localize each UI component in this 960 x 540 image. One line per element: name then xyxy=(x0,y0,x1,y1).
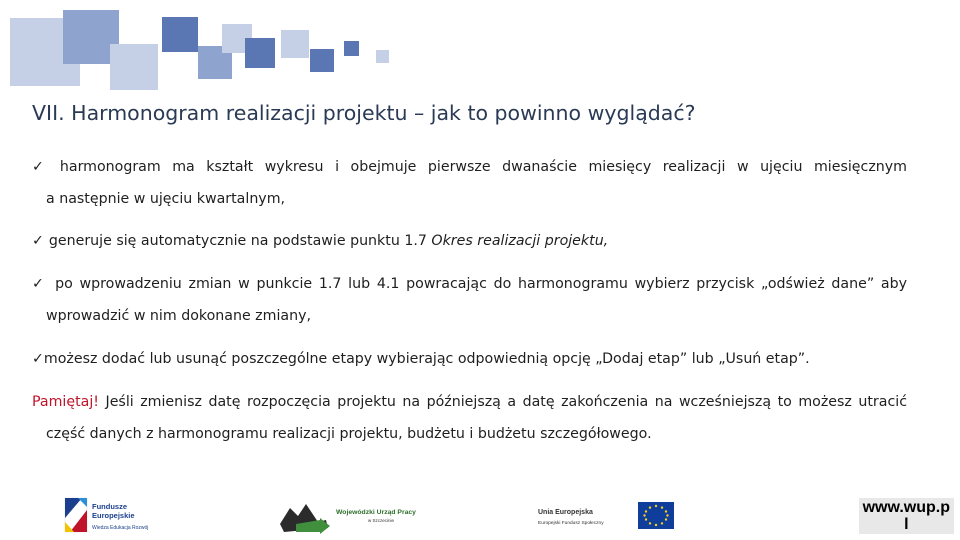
fe-logo-line2: Europejskie xyxy=(92,511,135,520)
website-url[interactable] xyxy=(859,498,954,534)
decor-square xyxy=(281,30,309,58)
bullet-item xyxy=(32,268,907,332)
footer-logos xyxy=(0,492,960,540)
wup-logo-line1: Wojewódzki Urząd Pracy xyxy=(336,509,416,516)
bullet-text-italic: Okres realizacji projektu, xyxy=(431,233,609,249)
warning-note xyxy=(32,386,907,450)
website-url-text: www.wup.p xyxy=(862,499,950,516)
decor-square xyxy=(344,41,359,56)
slide-title: VII. Harmonogram realizacji projektu – jak to powinno wyglądać? xyxy=(32,101,696,125)
decor-square xyxy=(162,17,198,52)
fundusze-europejskie-logo xyxy=(64,494,184,538)
bullet-text: możesz dodać lub usunąć poszczególne etapy wybierając odpowiednią opcję „Dodaj etap” lub „Usuń etap”. xyxy=(43,351,810,367)
bullet-text: harmonogram ma kształt wykresu i obejmuje pierwsze dwanaście miesięcy realizacji w ujęciu miesięcznym xyxy=(59,159,907,175)
warning-text-continued: część danych z harmonogramu realizacji projektu, budżetu i budżetu szczegółowego. xyxy=(46,426,652,442)
bullet-item xyxy=(32,343,907,375)
bullet-text-continued: wprowadzić w nim dokonane zmiany, xyxy=(46,308,311,324)
fe-logo-line1: Fundusze xyxy=(92,502,127,511)
bullet-text: generuje się automatycznie na podstawie punktu 1.7 xyxy=(48,233,432,249)
warning-label: Pamiętaj! xyxy=(32,394,99,410)
warning-text: Jeśli zmienisz datę rozpoczęcia projektu na późniejszą a datę zakończenia na wcześniejszą to możesz utracić xyxy=(99,394,907,410)
decor-square xyxy=(110,44,158,90)
wup-logo-line2: w Szczecinie xyxy=(368,518,395,523)
eu-flag-logo xyxy=(530,494,680,538)
wup-logo xyxy=(276,494,436,538)
fe-logo-line3: Wiedza Edukacja Rozwój xyxy=(92,525,149,531)
eu-logo-line1: Unia Europejska xyxy=(538,509,593,516)
bullet-text: po wprowadzeniu zmian w punkcie 1.7 lub 4.1 powracając do harmonogramu wybierz przycisk „odśwież dane” aby xyxy=(55,276,907,292)
decor-square xyxy=(245,38,275,68)
eu-logo-line2: Europejski Fundusz Społeczny xyxy=(538,521,604,526)
bullet-text-continued: a następnie w ujęciu kwartalnym, xyxy=(46,191,286,207)
checkmark-icon: ✓ xyxy=(32,233,44,249)
decor-square xyxy=(376,50,389,63)
bullet-item xyxy=(32,225,907,257)
decor-square xyxy=(310,49,334,72)
bullet-item xyxy=(32,151,907,215)
website-url-cont: l xyxy=(904,516,909,533)
checkmark-icon: ✓ xyxy=(32,276,47,292)
checkmark-icon: ✓ xyxy=(32,159,51,175)
checkmark-icon: ✓ xyxy=(32,351,44,367)
